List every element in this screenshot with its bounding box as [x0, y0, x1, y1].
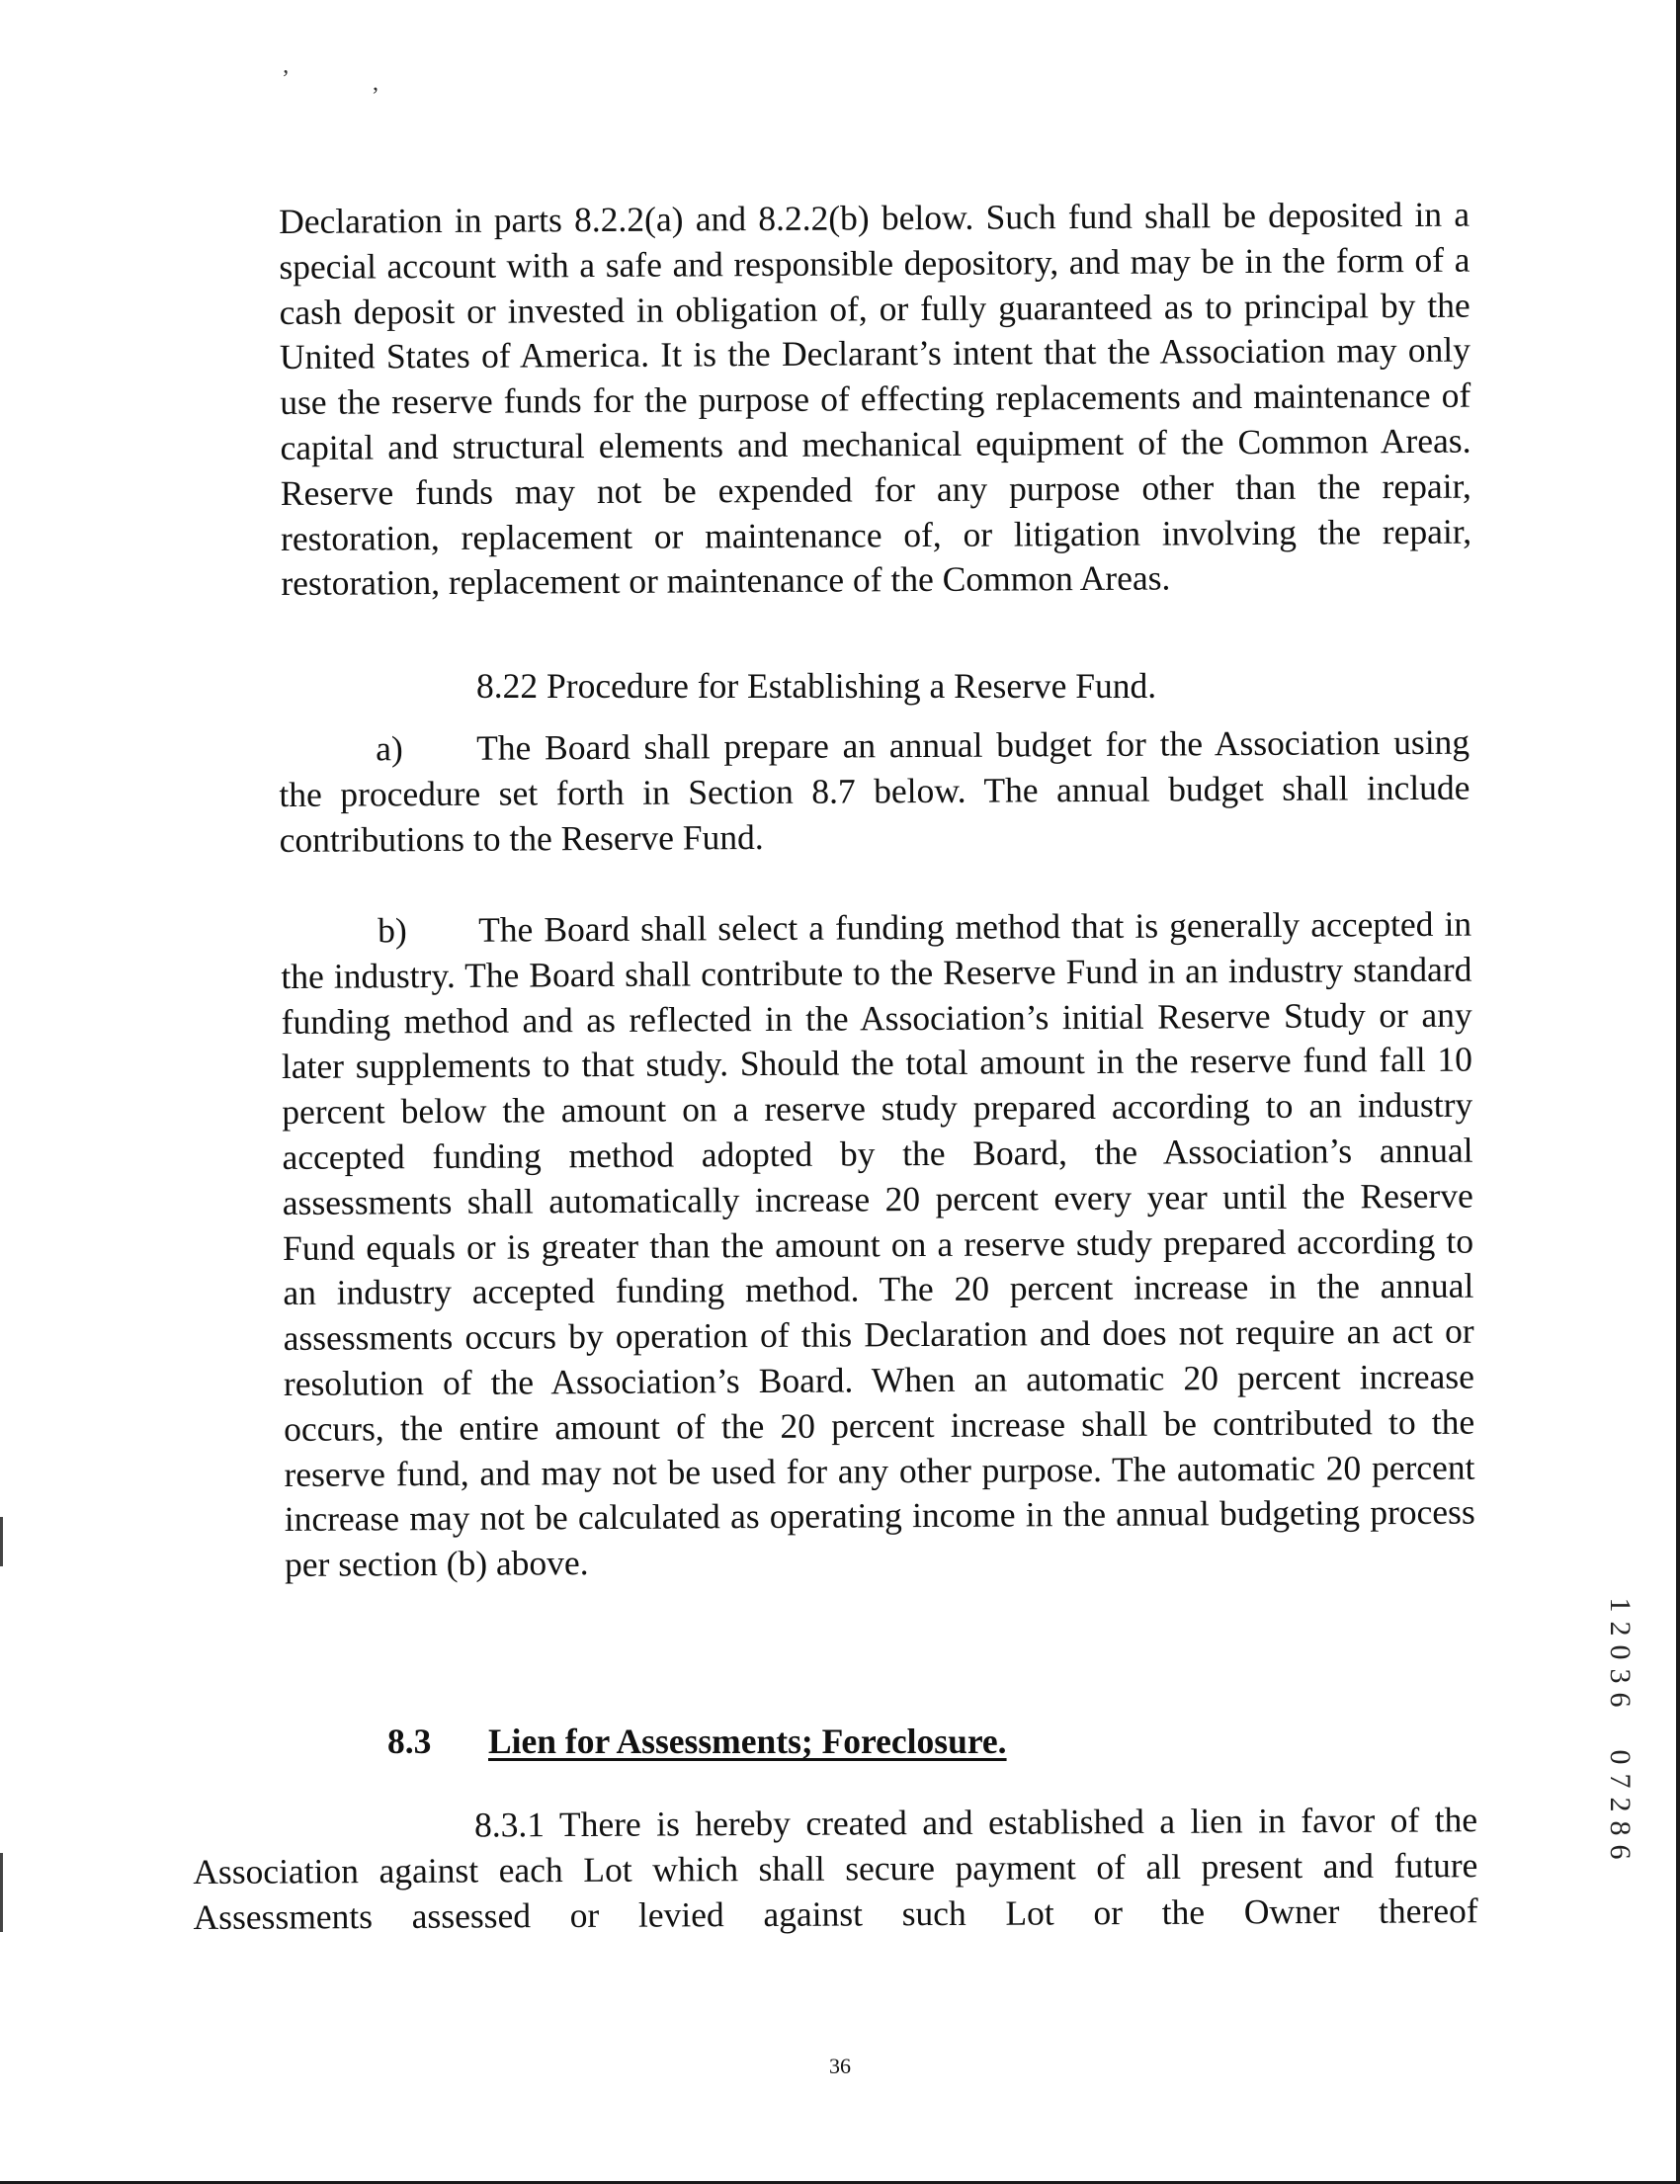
scan-speck: ’ — [282, 66, 290, 92]
section-83-title: Lien for Assessments; Foreclosure. — [488, 1722, 1007, 1761]
margin-recording-stamp — [1603, 1593, 1642, 1864]
item-b-paragraph — [281, 902, 1475, 1588]
scan-speck: , — [373, 70, 378, 96]
paragraph-indent — [193, 1837, 474, 1838]
intro-paragraph-text: Declaration in parts 8.2.2(a) and 8.2.2(b) below. Such fund shall be deposited in a special account with a safe and responsible depository, and may be in the form of a cash deposit or invested in obligation of, or fully guaranteed as to principal by the United States of America. It is the Declarant’s intent that the Association may only use the reserve funds for the purpose of effecting replacements and maintenance of capital and structural elements and mechanical equipment of the Common Areas. Reserve funds may not be expended for any purpose other than the repair, restoration, replacement or maintenance of, or litigation involving the repair, restoration, replacement or maintenance of the Common Areas. — [279, 194, 1472, 604]
stamp-digit: 8 — [1604, 1820, 1637, 1836]
scan-mark-left — [0, 1517, 3, 1566]
paragraph-831-text: 8.3.1 There is hereby created and established a lien in favor of the Association against each Lot which shall secure payment of all present and future Assessments assessed or levied against such Lot or the Owner thereof — [193, 1800, 1478, 1937]
stamp-digit: 0 — [1604, 1644, 1637, 1660]
scan-edge-right — [1676, 0, 1680, 2184]
item-a-text: The Board shall prepare an annual budget for the Association using the procedure set forth in Section 8.7 below. The annual budget shall include contributions to the Reserve Fund. — [279, 721, 1470, 860]
paragraph-831 — [193, 1798, 1478, 1940]
subsection-822-heading-text: 8.22 Procedure for Establishing a Reserve Fund. — [476, 666, 1157, 706]
stamp-digit: 6 — [1604, 1692, 1637, 1708]
item-b-text: The Board shall select a funding method that is generally accepted in the industry. The Board shall contribute to the Reserve Fund in an industry standard funding method and as reflected in the Association’s initial Reserve Study or any later supplements to that study. Should the total amount in the reserve fund fall 10 percent below the amount on a reserve study prepared according to an industry accepted funding method adopted by the Board, the Association’s annual assessments shall automatically increase 20 percent every year until the Reserve Fund equals or is greater than the amount on a reserve study prepared according to an industry accepted funding method. The 20 percent increase in the annual assessments occurs by operation of this Declaration and does not require an act or resolution of the Association’s Board. When an automatic 20 percent increase occurs, the entire amount of the 20 percent increase shall be contributed to the reserve fund, and may not be used for any other purpose. The automatic 20 percent increase may not be calculated as operating income in the annual budgeting process per section (b) above. — [281, 903, 1475, 1585]
stamp-digit: 1 — [1604, 1597, 1637, 1613]
stamp-digit: 2 — [1604, 1621, 1637, 1637]
stamp-digit: 3 — [1604, 1668, 1637, 1684]
scan-mark-left — [0, 1853, 3, 1932]
section-83-number: 8.3 — [387, 1722, 432, 1761]
intro-paragraph — [279, 193, 1471, 608]
stamp-digit: 2 — [1604, 1797, 1637, 1812]
section-83-heading — [387, 1720, 1007, 1764]
item-a-paragraph — [279, 720, 1470, 864]
subsection-heading — [476, 664, 1156, 709]
stamp-digit: 7 — [1604, 1773, 1637, 1789]
stamp-digit: 6 — [1604, 1844, 1637, 1860]
item-a-label: a) — [376, 728, 403, 769]
stamp-digit: 0 — [1604, 1749, 1637, 1765]
page-number: 36 — [829, 2054, 851, 2078]
item-b-label: b) — [378, 910, 407, 951]
